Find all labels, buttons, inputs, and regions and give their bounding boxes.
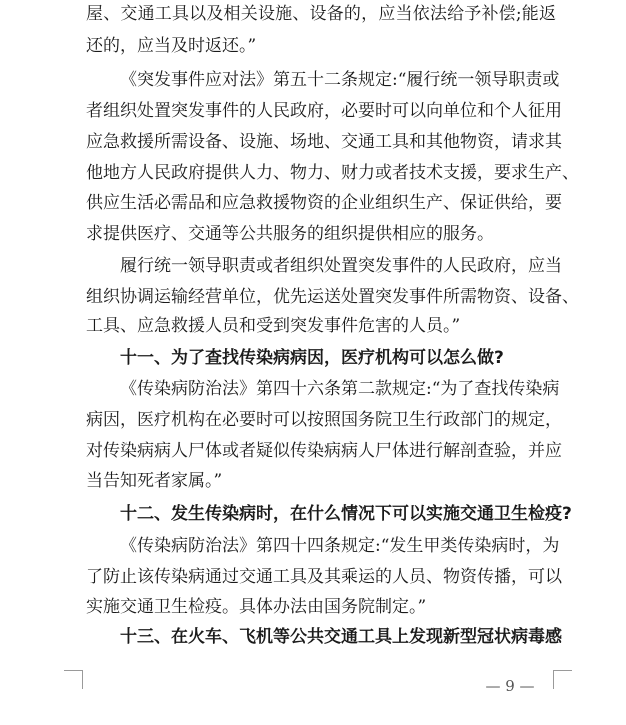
paragraph-last-line: 求提供医疗、交通等公共服务的组织提供相应的服务。 <box>86 224 494 244</box>
paragraph-last-line: 当告知死者家属。” <box>86 471 223 491</box>
page-number: — 9 — <box>485 677 535 695</box>
paragraph-line: 他地方人民政府提供人力、物力、财力或者技术支援，要求生产、 <box>86 163 579 183</box>
paragraph-line: 屋、交通工具以及相关设施、设备的，应当依法给予补偿;能返 <box>86 4 556 24</box>
paragraph-first-line: 《突发事件应对法》第五十二条规定:“履行统一领导职责或 <box>120 70 560 90</box>
paragraph-line: 供应生活必需品和应急救援物资的企业组织生产、保证供给，要 <box>86 193 562 213</box>
paragraph-first-line: 《传染病防治法》第四十四条规定:“发生甲类传染病时，为 <box>120 536 560 556</box>
paragraph-line: 应急救援所需设备、设施、场地、交通工具和其他物资，请求其 <box>86 132 562 152</box>
paragraph-line: 组织协调运输经营单位，优先运送处置突发事件所需物资、设备、 <box>86 287 579 307</box>
paragraph-last-line: 还的，应当及时返还。” <box>86 36 257 56</box>
section-heading: 十二、发生传染病时，在什么情况下可以实施交通卫生检疫? <box>120 504 572 524</box>
paragraph-line: 者组织处置突发事件的人民政府，必要时可以向单位和个人征用 <box>86 101 562 121</box>
crop-mark-left <box>64 670 83 689</box>
paragraph-last-line: 实施交通卫生检疫。具体办法由国务院制定。” <box>86 597 427 617</box>
section-heading: 十三、在火车、飞机等公共交通工具上发现新型冠状病毒感 <box>120 627 562 647</box>
paragraph-line: 病因，医疗机构在必要时可以按照国务院卫生行政部门的规定， <box>86 410 562 430</box>
paragraph-last-line: 工具、应急救援人员和受到突发事件危害的人员。” <box>86 316 461 336</box>
paragraph-first-line: 《传染病防治法》第四十六条第二款规定:“为了查找传染病 <box>120 379 560 399</box>
paragraph-line: 了防止该传染病通过交通工具及其乘运的人员、物资传播，可以 <box>86 567 562 587</box>
section-heading: 十一、为了查找传染病病因，医疗机构可以怎么做? <box>120 348 504 368</box>
paragraph-line: 对传染病病人尸体或者疑似传染病病人尸体进行解剖查验，并应 <box>86 441 562 461</box>
paragraph-first-line: 履行统一领导职责或者组织处置突发事件的人民政府，应当 <box>120 256 562 276</box>
crop-mark-right <box>553 670 572 689</box>
